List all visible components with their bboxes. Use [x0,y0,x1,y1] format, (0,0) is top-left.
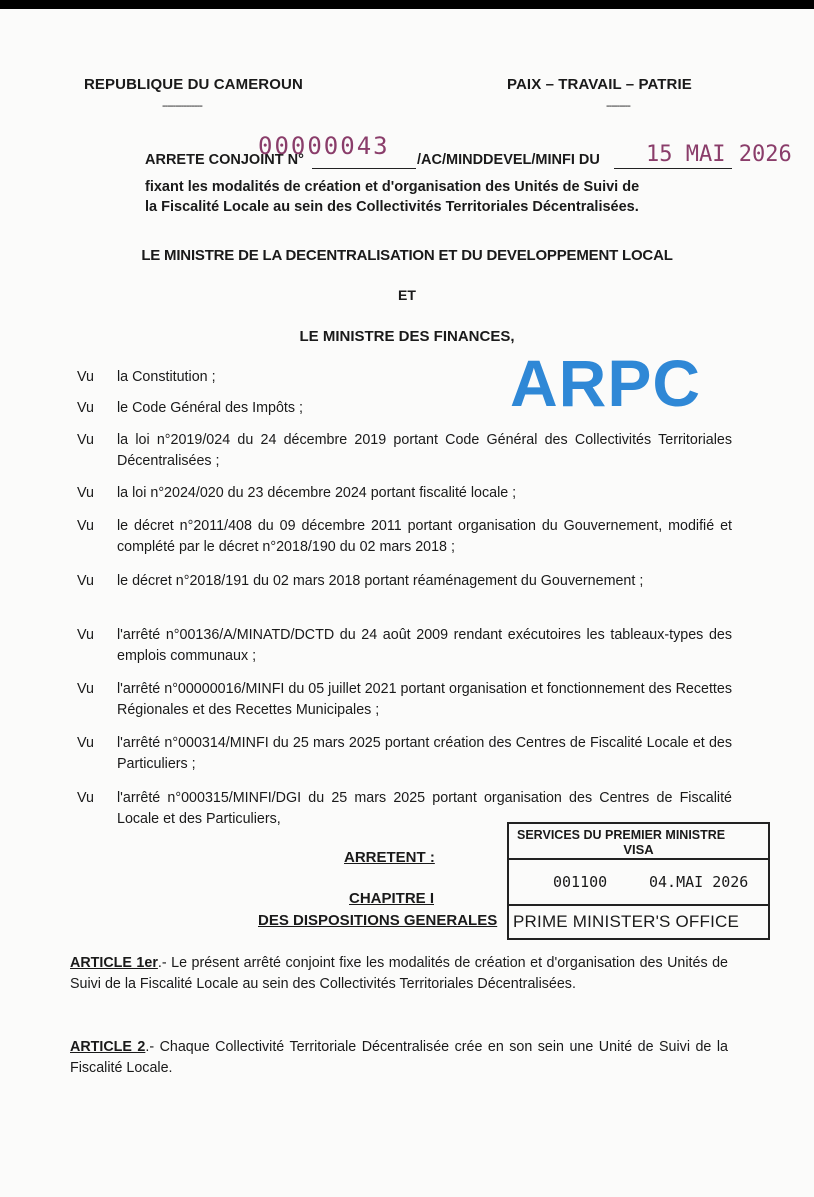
vu-item: Vu la Constitution ; [77,369,216,385]
date-underline [614,168,732,169]
article-2-label: ARTICLE 2 [70,1039,146,1055]
stamp-office-line: PRIME MINISTER'S OFFICE [513,912,740,931]
arretent-heading: ARRETENT : [344,849,435,866]
vu-item: Vu le décret n°2018/191 du 02 mars 2018 portant réaménagement du Gouvernement ; [77,573,644,589]
prime-minister-visa-stamp [507,822,770,940]
vu-item: Vu l'arrêté n°000314/MINFI du 25 mars 2025 portant création des Centres de Fiscalité Locale et des Particuliers ; [77,735,732,772]
stamp-entry-row [509,858,768,906]
stamp-visa-line: VISA [623,842,654,857]
number-underline [312,168,416,169]
motto-heading: PAIX – TRAVAIL – PATRIE [507,76,692,93]
vu-item: Vu la loi n°2019/024 du 24 décembre 2019 portant Code Général des Collectivités Territoriales Décentralisées ; [77,432,732,469]
stamp-date: 04.MAI 2026 [649,873,749,891]
vu-item: Vu la loi n°2024/020 du 23 décembre 2024 portant fiscalité locale ; [77,485,517,501]
decree-title-line3: la Fiscalité Locale au sein des Collectivités Territoriales Décentralisées. [145,199,639,215]
stamp-number: 001100 [553,873,608,891]
arpc-watermark: ARPC [510,346,702,420]
stamp-services-line: SERVICES DU PREMIER MINISTRE [517,828,726,842]
republic-heading: REPUBLIQUE DU CAMEROUN [84,76,303,93]
decree-title-middle: /AC/MINDDEVEL/MINFI DU [417,152,600,168]
motto-divider: --------- [606,100,630,112]
decree-number-stamp: 00000043 [258,132,390,160]
vu-item: Vu le décret n°2011/408 du 09 décembre 2011 portant organisation du Gouvernement, modifié et complété par le décret n°2018/190 du 02 mars 2018 ; [77,518,732,555]
republic-divider: --------------- [162,100,202,112]
article-1 [70,953,728,995]
minister-finances: LE MINISTRE DES FINANCES, [299,328,515,345]
top-border [0,0,814,9]
article-1-text: .- Le présent arrêté conjoint fixe les modalités de création et d'organisation des Unités de Suivi de la Fiscalité Locale au sein des Collectivités Territoriales Décentralisées. [70,955,729,992]
decree-title-prefix: ARRETE CONJOINT N° [145,152,304,168]
decree-title-line2: fixant les modalités de création et d'organisation des Unités de Suivi de [145,179,640,195]
minister-decentralisation: LE MINISTRE DE LA DECENTRALISATION ET DU DEVELOPPEMENT LOCAL [141,247,673,264]
article-2 [70,1037,728,1079]
chapter-title: CHAPITRE I [349,890,435,907]
article-2-text: .- Chaque Collectivité Territoriale Décentralisée crée en son sein une Unité de Suivi de la Fiscalité Locale. [70,1039,728,1076]
article-1-label: ARTICLE 1er [70,955,158,971]
vu-item: Vu l'arrêté n°00136/A/MINATD/DCTD du 24 août 2009 rendant exécutoires les tableaux-types des emplois communaux ; [77,627,732,664]
chapter-subtitle: DES DISPOSITIONS GENERALES [258,912,498,929]
vu-item: Vu l'arrêté n°00000016/MINFI du 05 juillet 2021 portant organisation et fonctionnement des Recettes Régionales et des Recettes Municipales ; [77,681,732,718]
conjunction-et: ET [398,287,416,303]
decree-date-stamp: 15 MAI 2026 [646,142,792,167]
vu-item: Vu l'arrêté n°000315/MINFI/DGI du 25 mars 2025 portant organisation des Centres de Fiscalité Locale et des Particuliers, [77,790,732,827]
vu-item: Vu le Code Général des Impôts ; [77,400,303,416]
